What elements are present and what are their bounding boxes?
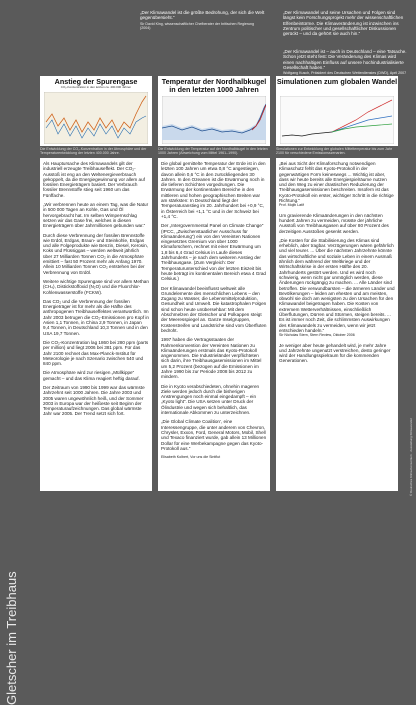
quote-1-source: Sir David King, wissenschaftlicher Chefberater der britischen Regierung (2004): [140, 22, 255, 31]
side-caption-text: © Deutsches Klima-Konsortium · Ausstellung Klimawandel: [409, 418, 413, 496]
col2-p4: 1997 haben die Vertragsstaaten der Rahmenkonvention der Vereinten Nationen zu Klimaänderungen erstmals das Kyoto-Protokoll angenommen. Die Industrieländer verpflichteten sich darin, ihre Treibhausgasemissionen im Mittel um 5,2 Prozent (bezogen auf die Emissionen im Jahre 1990 bis zur Periode 2008 bis 2012 zu mindern.: [161, 337, 262, 380]
col1-p6: Die CO₂-Konzentration lag 1860 bei 280 ppm (parts per million) und liegt 2006 bei 381 ppm. Für das Jahr 2100 rechnet das Max-Planck-Institut für Meteorologie je nach Szenario zwischen 540 und 840 ppm.: [43, 339, 149, 367]
quote-3-text: „Der Klimawandel ist – auch in Deutschland – eine Tatsache. Schon jetzt steht fest: Die Veränderung des Klimas wird einen nachhaltigen Einfluss auf unsere hochindustrialisierte Gesellschaft haben.“: [283, 49, 407, 70]
col3-p1: „Bei aus Sicht der Klimaforschung notwendigen Klimaschutz fehlt das Kyoto-Protokoll in der gegenwärtigen Form keineswegs ... Wichtig ist aber, dass wir heute bereits alle Energiespielräume nutzen und den Weg zu einer drastischen Reduzierung der Treibhausgasemissionen beschreiten. Insofern ist das Kyoto-Protokoll ein erster, wichtiger Schritt in die richtige Richtung.“: [279, 161, 394, 204]
chart-1-plot: [44, 92, 148, 144]
column-3: [276, 158, 398, 491]
quote-1-text: „Der Klimawandel ist die größte Bedrohung, der sich die Welt gegenübersieht.“: [140, 10, 265, 21]
col3-p5: Sir Nicholas Stern, Stern Review, Oktober 2006: [279, 333, 355, 338]
quote-3-source: Wolfgang Kusch, Präsident des Deutschen Wetterdienstes (DWD), April 2007: [283, 71, 407, 75]
col3-p4: „Die Kosten für die Stabilisierung des Klimas sind erheblich, aber tragbar. Verzögerungen wären gefährlich und viel teurer. ... Über die nächsten Jahrzehnte könnte das wirtschaftliche und soziale Leben in einem Ausmaß ähnlich dem während der Weltkriege und der Wirtschaftskrise in der ersten Hälfte des 20. Jahrhunderts gestört werden. Und es wird noch schwierig, wenn nicht gar unmöglich werden, diese Änderungen rückgängig zu machen. ... Alle Länder sind betroffen. Die verwundbarsten – die ärmeren Länder und Bevölkerungen – leiden am ehesten und am meisten, obwohl sie doch am wenigsten zu den Ursachen für den Klimawandel beigetragen haben. Die Kosten von extremem Wetterverhältnissen, einschließlich Überflutungen, Dürren und Stürmen, steigen bereits. ... Es ist immer noch Zeit, die schlimmsten Auswirkungen des Klimawandels zu vermeiden, wenn wir jetzt entschieden handeln.“: [279, 237, 395, 333]
column-2: [158, 158, 270, 491]
col2-p5: Die in Kyoto verabschiedeten, ohnehin mageren Ziele werden jedoch durch die bisherigen Anstrengungen noch einmal eingedampft – ein „Kyoto light“. Die USA setzen unter Druck der Ölindustrie und wegen sich behaltlich, das internationale Abkommen zu unterzeichnen.: [161, 383, 260, 416]
page-title-text: Gletscher im Treibhaus: [4, 571, 19, 705]
quote-2-text: „Der Klimawandel und seine Ursachen und Folgen sind längst kein Forschungsprojekt mehr der wissenschaftlichen Elfenbeintürme. Die Klimaveränderung ist inzwischen ins Zentrum politischer und gesellschaftlicher Diskussionen gerückt – und da gehört sie auch hin.“: [283, 10, 404, 37]
col2-p3: Der Klimawandel beeinflusst weltweit alle Grundelemente des menschlichen Lebens – den Zugang zu Wasser, die Lebensmittelproduktion, Gesundheit und Umwelt. Die katastrophalen Folgen sind schon heute unübersehbar: Mit dem Abschmelzen der Gletscher und Polkappen steigt der Meeresspiegel an. Ganze Inselgruppen, Küstenstreifen und Landstriche sind vom Überfluten bedroht.: [161, 285, 267, 333]
chart-1-title: Anstieg der Spurengase: [54, 77, 138, 86]
col1-p2: „Wir verbrennen heute an einem Tag, was die Natur in 500 000 Tagen an Kohle, Gas und Öl hervorgebracht hat. Im selben Wimpernschlag setzen wir das Gase frei, welches in diesen Energieträgern über Jahrmillionen gebunden war.“: [43, 202, 149, 229]
chart-temperatur: [158, 76, 270, 146]
chart-1-subtitle: CO₂-Konzentration in den letzten ca. 400.000 Jahren: [60, 85, 132, 89]
col2-p6: „Die Global Climate Coalition‘, eine Interessengruppe, die unter anderem von Chevron, Chrysler, Exxon, Ford, General Motors, Mobil, Shell und Texaco finanziert wurde, gab allein 13 Millionen Dollar für eine Werbekampagne gegen das Kyoto-Protokoll aus.“: [161, 419, 267, 451]
col1-p5: Das CO₂ und die Verbrennung der fossilen Energieträger ist für mehr als die Hälfte des anthropogenen Treibhauseffektes verantwortlich. Im Jahr 2003 betrugen die CO₂-Emissionen pro Kopf in Asien 1,1 Tonnen, in China 2,9 Tonnen, in Japan 9,4 Tonnen, in Deutschland 10,3 Tonnen und in den USA 19,7 Tonnen.: [43, 298, 149, 336]
col1-p8: Der Zeitraum von 1990 bis 1999 war das wärmste Jahrzehnt seit 1000 Jahren. Die Jahre 2003 und 2005 waren ungewöhnlich heiß, und der Sommer 2003 in Europa war der heißeste seit Beginn der Temperaturaufzeichnungen. Das global wärmste Jahr war 2005. Der Trend setzt sich fort.: [43, 384, 145, 417]
col2-p2: Der „Intergovernmental Panel on Climate Change“ (IPCC, „Zwischenstaatlicher Ausschuss für Klimaänderung“) ein von den Vereinten Nationen eingesetztes Gremium von über 1000 Klimaforschern, rechnet mit einer Erwärmung um 1,8 bis 6,4 Grad Celsius in Laufe dieses Jahrhunderts – je nach dem weiteren Anstieg der Treibhausgase. (Zum Vergleich: Der Temperaturunterschied von der letzten Eiszeit bis heute beträgt im kontinentalen Bereich etwa 4 Grad Celsius.): [161, 223, 266, 282]
col1-p4: Weitere wichtige Spurengase sind vor allem Methan (CH₄), Distickstoffoxid (N₂O) und die Fluorchlor-Kohlenwasserstoffe (FCKW).: [43, 278, 149, 295]
col2-p1: Die global gemittelte Temperatur der Erde ist in den letzten 100 Jahren um etwa 0,8 °C angestiegen, davon allein 0,6 °C in den zurückliegenden 30 Jahren. In den Ozeanen ist die Erwärmung noch in die tieferen Schichten vorgedrungen. Die Erwärmung der kontinentalen Bereiche in den mittleren und hohen geographischen Breiten war am stärksten: In Deutschland liegt der Temperaturanstieg im 20. Jahrhundert bei +0,9 °C, in Österreich bei +1,1 °C und in der Schweiz bei +1,4 °C.: [161, 161, 266, 219]
chart-3-title: Simulationen zum globalen Wandel: [276, 77, 398, 86]
chart-1-caption: Die Entwicklung der CO₂-Konzentration in der Atmosphäre und der Temperaturentwicklung der letzten 400.000 Jahre.: [40, 147, 147, 156]
chart-3-caption: Simulationen zur Entwicklung der globalen Mitteltemperatur bis zum Jahr 2100 für verschiedene Emissionsszenarien.: [276, 147, 393, 156]
col2-p7: Elisabeth Kolbert, Vor uns die Sintflut: [161, 455, 221, 460]
col3-p3: Um gravierende Klimaänderungen in den nächsten hundert Jahren zu vermeiden, müsste der jährliche Ausstoß von Treibhausgasen auf über 80 Prozent des derzeitigen Ausstoßes gesenkt werden.: [279, 212, 389, 234]
chart-2-title: Temperatur der Nordhalbkugel in den letzten 1000 Jahren: [161, 77, 267, 94]
col1-p1: Als Hauptursache des Klimawandels gilt der industriell erzeugte Treibhauseffekt. Der CO₂-Ausstoß ist eng an den Weltenergieverbrauch gekoppelt, da die Energiegewinnung vor allem auf fossilen Energieträgern basiert. Der Verbrauch fossiler Brennstoffe stieg seit 1960 um das Fünffache.: [43, 161, 145, 198]
chart-3-plot: [280, 96, 394, 144]
chart-spurengase: [40, 76, 152, 146]
col1-p7: Die Atmosphäre wird zur riesigen „Müllkippe“ gemacht – und das Klima reagiert heftig darauf.: [43, 370, 140, 381]
chart-2-caption: Die Entwicklung der Temperatur auf der Nordhalbkugel in den letzten 1000 Jahren (Abweichung vom Mittel 1961–1990).: [158, 147, 268, 156]
column-1: [40, 158, 152, 491]
col3-p2: Prof. Mojib Latif: [279, 203, 304, 208]
col3-p6: Je weniger aber heute gehandelt wird, je mehr Jahre und Jahrzehnte ungenutzt verstreichen, desto geringer wird der Handlungsspielraum für die kommenden Generationen.: [279, 342, 391, 364]
chart-simulationen: [276, 76, 398, 146]
col1-p3: Durch diese Verbrennung der fossilen Brennstoffe wie Erdöl, Erdgas, Braun- und Steinkohle, Erdgas und alle Folgeprodukte wie Benzin, Diesel, Kerosin, Koks und Flüssiggas – werden weltweit jährlich über 27 Milliarden Tonnen CO₂ in die Atmosphäre emittiert – fast 50 Prozent mehr als Anfang 1970. Allein 10 Milliarden Tonnen CO₂ entstehen bei der Verbrennung von Erdöl.: [43, 232, 148, 275]
page-title: [4, 260, 34, 705]
chart-2-plot: [162, 96, 266, 144]
side-caption: [409, 260, 415, 496]
